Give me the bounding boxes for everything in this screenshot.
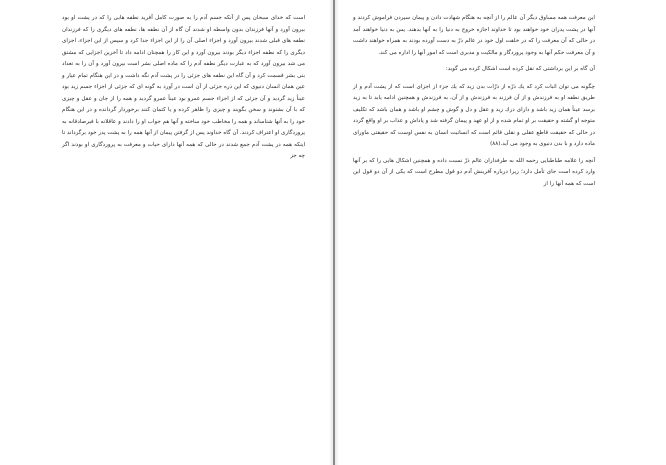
book-spine	[333, 0, 335, 465]
right-page-text	[353, 13, 595, 195]
right-page-paragraph: چگونه می توان اثبات كرد كه يك ذرّه از ذرّات بدن زيد كه يك جزء از اجزای است كه از پشت آدم و از طريق نطفه او به فرزندش و از آن فرزند به فرزندش و از آن، به فرزندش و همچنين ادامه يابد تا به زيد برسد عيناً همان زيد باشد و دارای درك زيد و عقل و دل و گوش و چشم او باشد و همان باشد كه تكليف متوجه او گشته و حقيقت بر او تمام شده و از او عهد و پيمان گرفته شد و پاداش و عذاب بر او واقع گردد در حالی كه حقيقت قاطع عقلی و نقلی قائم است كه انسانيت انسان به نفس اوست كه حقيقتی ماورای ماده دارد و با بدن دنيوی به وجود می آيد.(٨٨)	[353, 83, 595, 147]
left-page	[0, 0, 329, 465]
right-page-paragraph: آنچه را علامه طباطبايی رحمه الله به طرفداران عالم ذرّ نسبت داده و همچنين اشكال هايی را كه بر آنها وارد كرده است جای تأمل دارد؛ زيرا درباره آفرينش آدم دو قول مطرح است كه يكی از آن دو قول اين است كه همه آنها را از	[353, 157, 595, 187]
left-page-paragraph: است كه خدای سبحان پس از آنكه جسم آدم را به صورت كامل آفريد نطفه هايی را كه در پشت او بود بيرون آورد و آنها فرزندان بدون واسطه او شدند آن گاه از آن نطفه ها، نطفه های ديگری را كه فرزندان نطفه های قبلی شدند بيرون آورد و اجزاء اصلی آن را از اين اجزاء جدا كرد و سپس از اين اجزاء، اجزای ديگری را كه نطفه اجزاء ديگر بودند بيرون آورد و اين كار را همچنان ادامه داد تا آخرين اجزايی كه مشتق می شد بيرون آورد كه به عبارت ديگر نطفه آدم را كه ماده اصلی بشر است بيرون آورد و آن را به تعداد بنی بشر قسمت كرد و آن گاه اين نطفه های جزئی را در پشت آدم نگه داشت و در اين هنگام تمام عيار و عين همان انسان دنيوی كه اين ذره جزئی از آن است در آورد به گونه ای كه جزئی از اجزاء جسم زيد بود عيناً زيد گرديد و آن جزئی كه از اجزاء جسم عمرو بود عيناً عمرو گرديد و همه را از جان و عقل و چيزی كه با آن بشنوند و سخن بگويند و چيزی را ظاهر كرده و يا كتمان كنند برخوردار گردانده و در اين هنگام خود را به آنها شناساند و همه را مخاطب خود ساخته و آنها هم جواب او را دادند و عاقلانه با فيرصادقانه به پروردگاری او اعتراف كردند. آن گاه خداوند پس از گرفتن پيمان از آنها همه را به پشت پدر خود برگرداند تا اينكه همه در پشت آدم جمع شدند در حالی كه همه آنها دارای حيات و معرفت به پروردگاری او بودند اگر چه جز	[62, 15, 305, 159]
right-page-paragraph: اين معرفت همه مساوق ديگر آن عالم را از آنچه به هنگام شهادت دادن و پيمان سپردن فراموش كردند و آنها در پشت پدران خود خواهند بود تا خداوند اجازه خروج به دنيا را به آنها بدهند. پس به دنيا خواهند آمد در حالی كه آن معرفت را كه در خلقت اول خود در عالم ذرّ به دست آورده بودند به همراه خواهند داشت و آن معرفت حكم آنها به وجود پروردگار و مالكيت و مدبری است كه امور آنها را اداره می كند.	[353, 15, 595, 56]
left-page-text	[62, 13, 305, 168]
right-page	[339, 0, 666, 465]
right-page-paragraph: آن گاه بر اين برداشتی كه نقل كرده است اشكال كرده می گويد:	[445, 66, 595, 72]
